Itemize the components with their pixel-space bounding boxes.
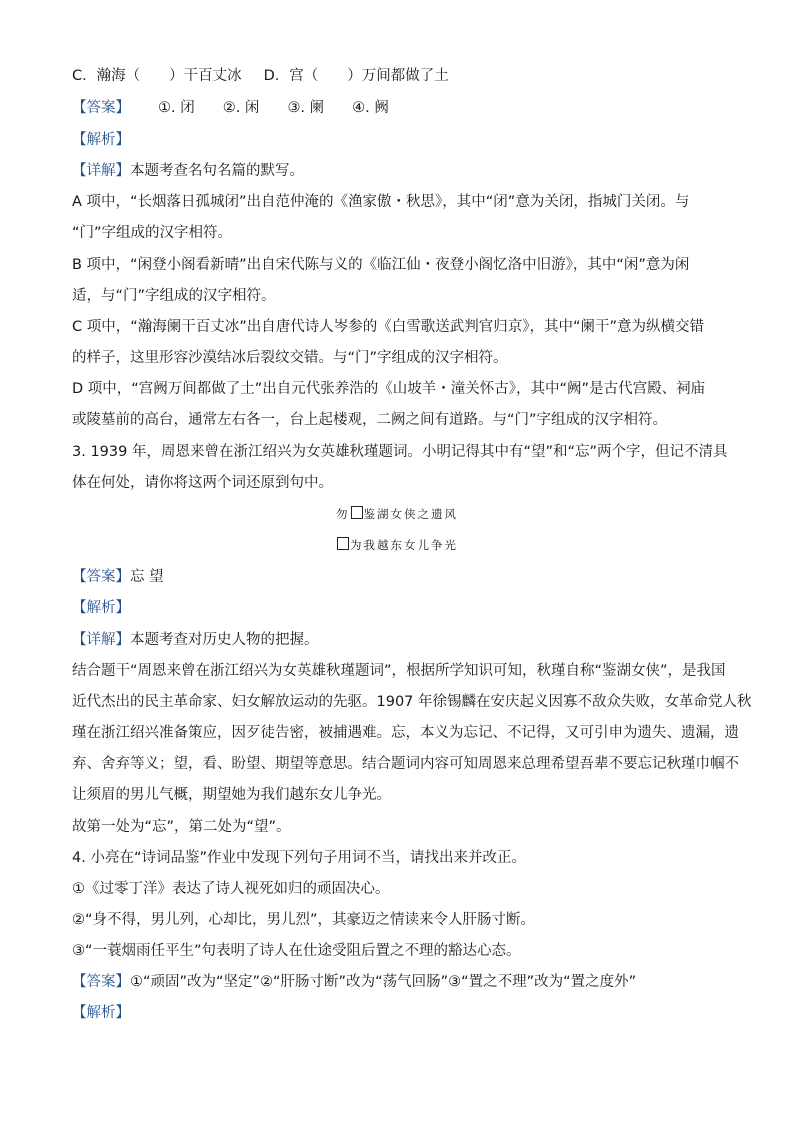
q2-detail-text: C 项中，“瀚海阑干百丈冰”出自唐代诗人岑参的《白雪歌送武判官归京》，其中“阑干”意为纵横交错 (72, 319, 705, 335)
q4-answer-line (72, 972, 722, 992)
answer-2: ②. 闲 (222, 100, 260, 116)
poem-2-text: 为我越东女儿争光 (350, 538, 458, 552)
q2-detail-text: B 项中，“闲登小阁看新晴”出自宋代陈与义的《临江仙・夜登小阁忆洛中旧游》，其中“闲”意为闲 (72, 257, 690, 273)
q3-detail-text: 故第一处为“忘”，第二处为“望”。 (72, 819, 291, 835)
q2-detail-text: A 项中，“长烟落日孤城闭”出自范仲淹的《渔家傲・秋思》，其中“闭”意为关闭，指城门关闭。与 (72, 194, 690, 210)
q3-detail-text: 让须眉的男儿气概，期望她为我们越东女儿争光。 (72, 787, 391, 803)
q3-detail-text: 近代杰出的民主革命家、妇女解放运动的先驱。1907 年徐锡麟在安庆起义因寡不敌众失败，女革命党人秋 (72, 694, 752, 710)
answer-tag: 【答案】 (72, 100, 130, 116)
q4-item: ③“一蓑烟雨任平生”句表明了诗人在仕途受阻后置之不理的豁达心态。 (72, 943, 521, 959)
q2-detail-text: “门”字组成的汉字相符。 (72, 225, 233, 241)
q3-detail-text: 结合题干“周恩来曾在浙江绍兴为女英雄秋瑾题词”，根据所学知识可知，秋瑾自称“鉴湖女侠”，是我国 (72, 663, 726, 679)
blank-box (351, 506, 363, 519)
q4-item: ①《过零丁洋》表达了诗人视死如归的顽固决心。 (72, 881, 390, 897)
q2-answer-line (72, 98, 722, 118)
analysis-tag: 【解析】 (72, 600, 130, 616)
blank-box (337, 537, 349, 550)
answer-tag: 【答案】 (72, 974, 130, 990)
q4-item: ②“身不得，男儿列，心却比，男儿烈”，其豪迈之情读来令人肝肠寸断。 (72, 912, 536, 928)
q2-detail-line (72, 161, 722, 181)
q2-detail-text: D 项中，“宫阙万间都做了土”出自元代张养浩的《山坡羊・潼关怀古》，其中“阙”是古代宫殿、祠庙 (72, 381, 706, 397)
answer-text: ①“顽固”改为“坚定”②“肝肠寸断”改为“荡气回肠”③“置之不理”改为“置之度外” (130, 974, 637, 990)
detail-intro: 本题考查对历史人物的把握。 (130, 632, 319, 648)
q2-option-line (72, 66, 722, 86)
q2-detail-text: 的样子，这里形容沙漠结冰后裂纹交错。与“门”字组成的汉字相符。 (72, 350, 508, 366)
q3-stem: 体在何处，请你将这两个词还原到句中。 (72, 475, 333, 491)
detail-intro: 本题考查名句名篇的默写。 (130, 163, 304, 179)
answer-tag: 【答案】 (72, 569, 130, 585)
detail-tag: 【详解】 (72, 632, 130, 648)
poem-1-text: 鉴湖女侠之遗风 (363, 507, 458, 521)
poem-line-1 (0, 506, 794, 522)
q2-detail-text: 适，与“门”字组成的汉字相符。 (72, 288, 276, 304)
detail-tag: 【详解】 (72, 163, 130, 179)
q3-answer-line (72, 567, 722, 587)
answer-1: ①. 闭 (158, 100, 195, 116)
q4-stem: 4. 小亮在“诗词品鉴”作业中发现下列句子用词不当，请找出来并改正。 (72, 850, 526, 866)
option-c: C．瀚海（ ）干百丈冰 (72, 68, 242, 84)
analysis-tag: 【解析】 (72, 1005, 130, 1021)
q3-detail-text: 瑾在浙江绍兴准备策应，因歹徒告密，被捕遇难。忘，本义为忘记、不记得，又可引申为遗失、遗漏，遗 (72, 725, 739, 741)
poem-1-prefix: 勿 (336, 507, 350, 521)
answer-4: ④. 阙 (352, 100, 389, 116)
q3-detail-text: 弃、舍弃等义；望，看、盼望、期望等意思。结合题词内容可知周恩来总理希望吾辈不要忘记秋瑾巾帼不 (72, 756, 739, 772)
q3-stem: 3. 1939 年，周恩来曾在浙江绍兴为女英雄秋瑾题词。小明记得其中有“望”和“忘”两个字，但记不清具 (72, 444, 728, 460)
q2-detail-text: 或陵墓前的高台，通常左右各一，台上起楼观，二阙之间有道路。与“门”字组成的汉字相符。 (72, 412, 668, 428)
poem-line-2 (0, 537, 794, 553)
analysis-tag: 【解析】 (72, 132, 130, 148)
option-d: D．宫（ ）万间都做了土 (263, 68, 449, 84)
answer-3: ③. 阑 (287, 100, 325, 116)
q3-detail-line (72, 630, 722, 650)
answer-text: 忘 望 (130, 569, 164, 585)
